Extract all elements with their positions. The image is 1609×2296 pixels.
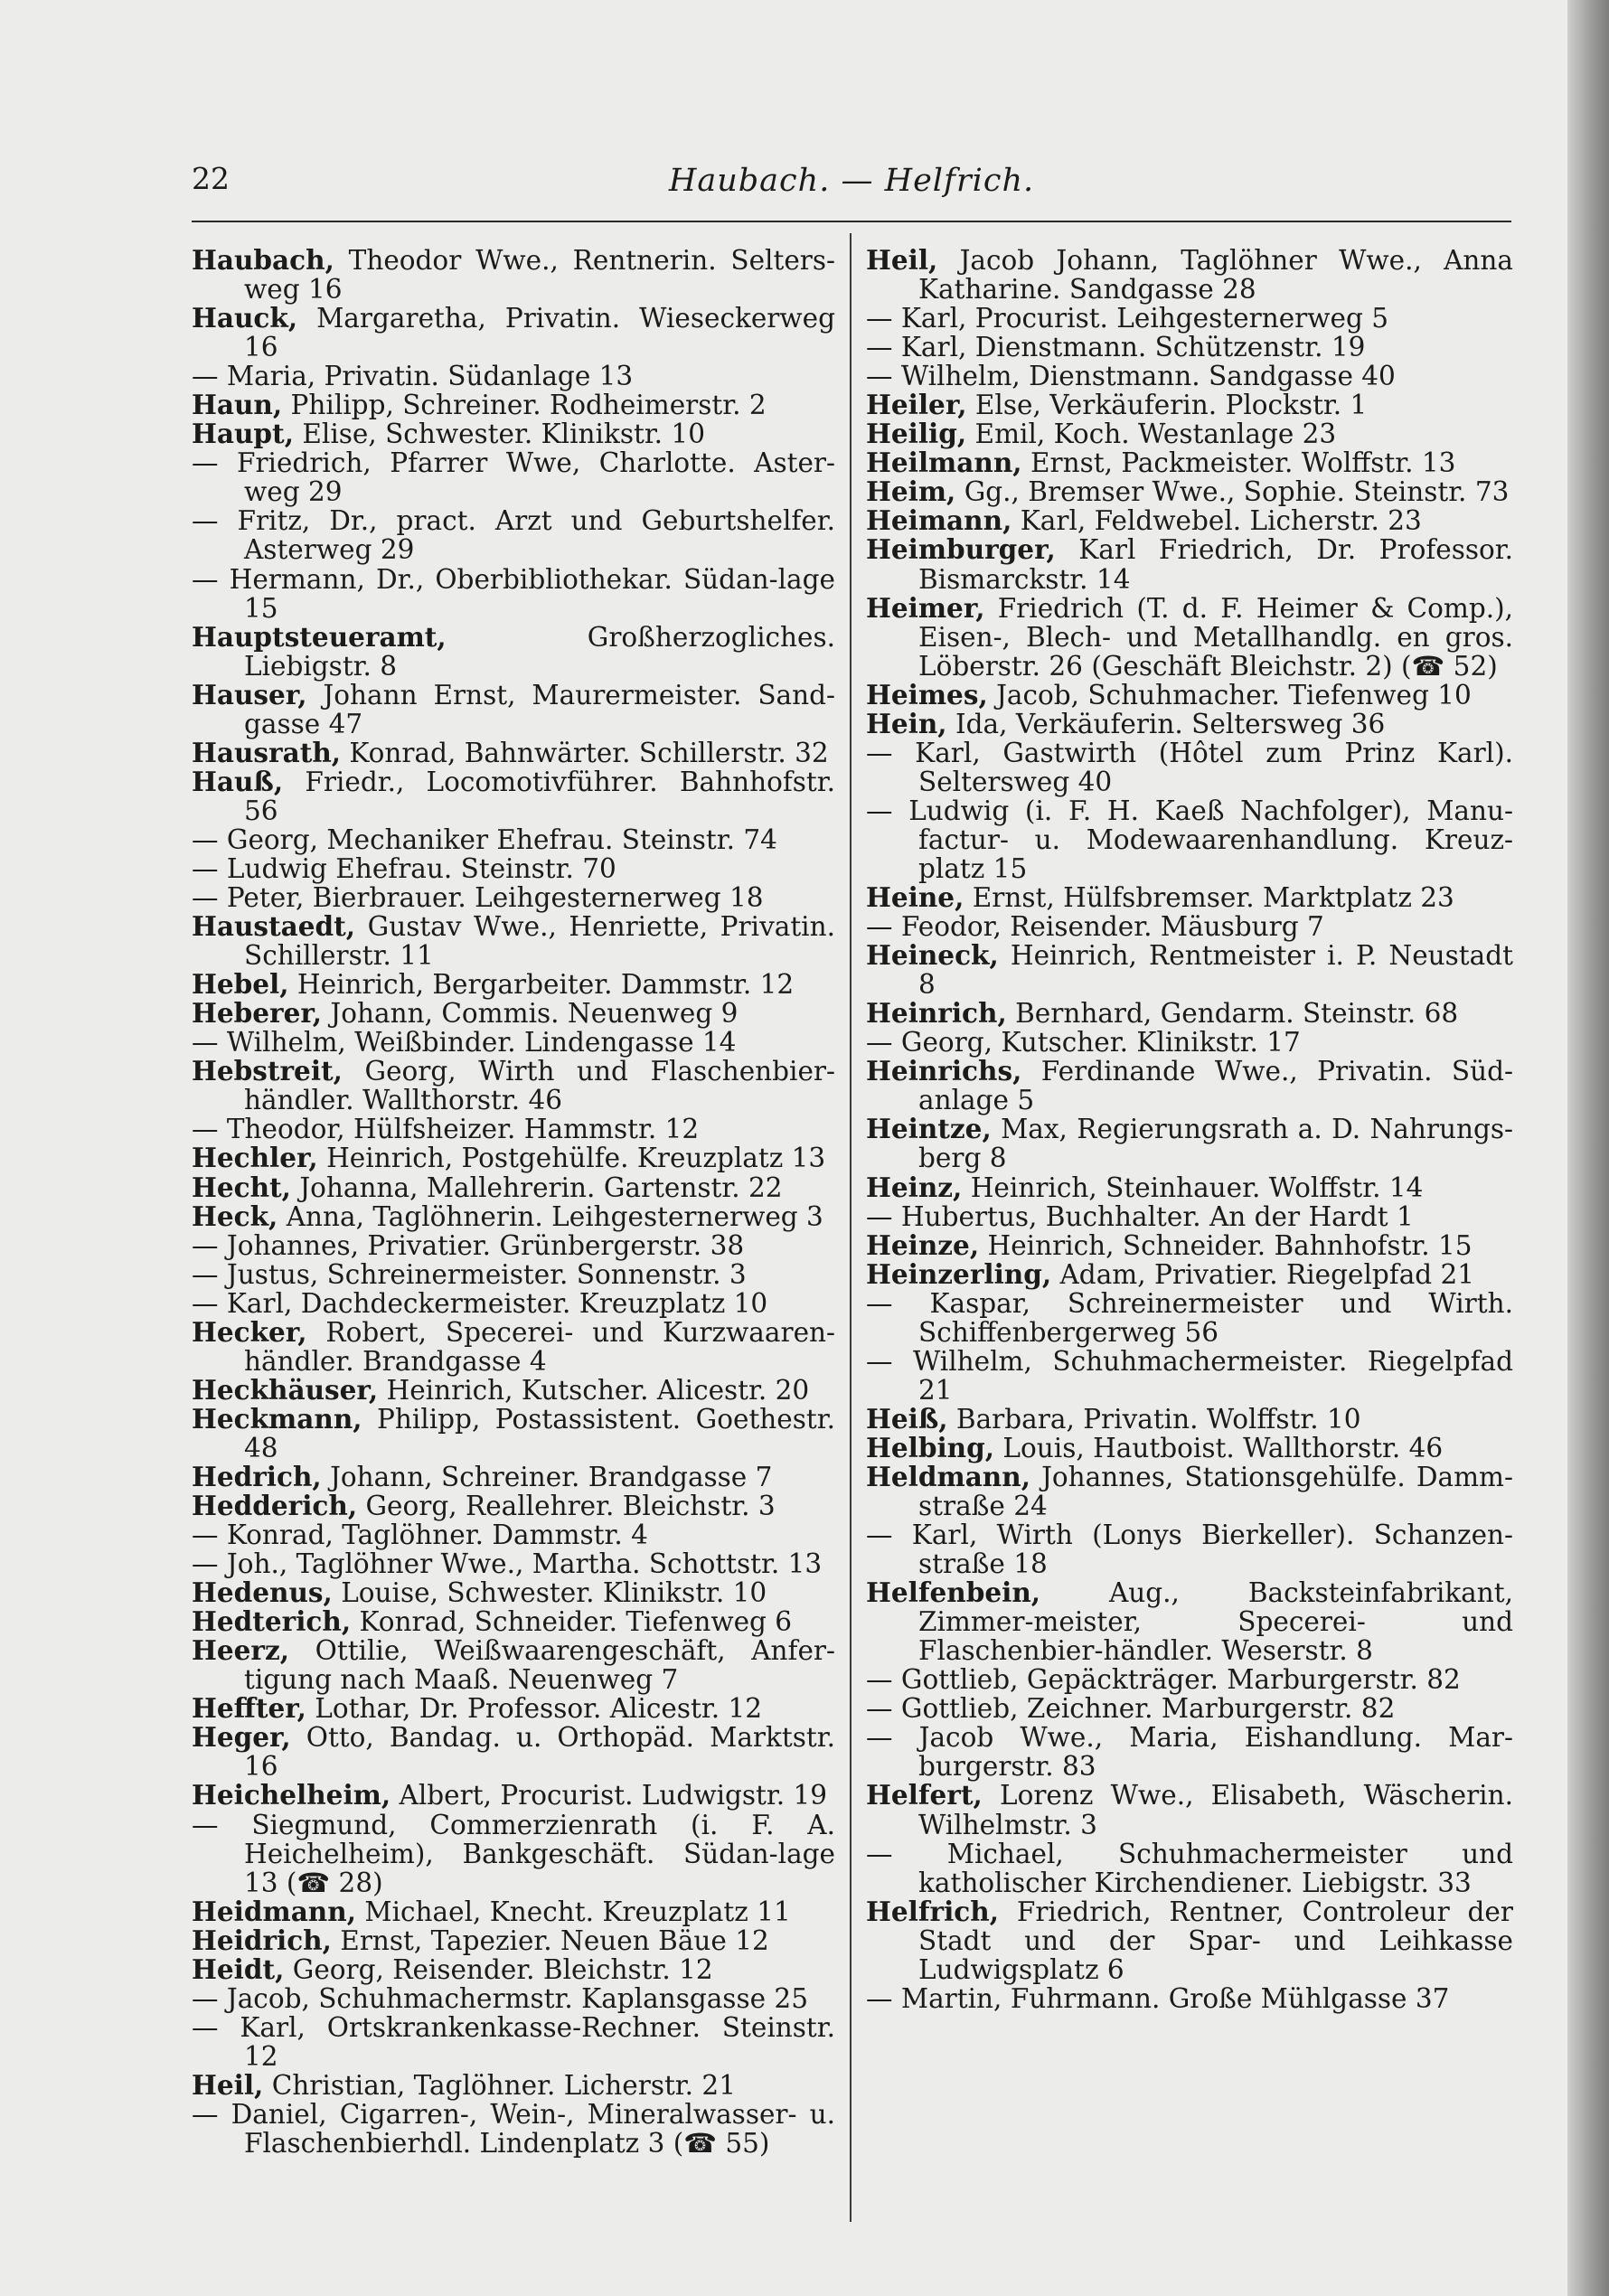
- entry-surname: Heim,: [866, 475, 956, 508]
- entry-surname: Hebstreit,: [192, 1055, 343, 1087]
- directory-entry: [866, 1840, 1513, 1897]
- running-head: Haubach. — Helfrich.: [668, 163, 1035, 199]
- entry-surname: Haun,: [192, 389, 283, 421]
- entry-surname: Heckhäuser,: [192, 1373, 379, 1406]
- entry-details: Johanna, Mallehrerin. Gartenstr. 22: [290, 1172, 783, 1203]
- entry-surname: Hecker,: [192, 1315, 307, 1348]
- directory-entry: [192, 1143, 835, 1172]
- page-header: [192, 161, 1511, 215]
- directory-entry: [866, 883, 1513, 912]
- entry-details: Johann Ernst, Maurermeister. Sand-gasse 47: [244, 679, 835, 739]
- entry-surname: Hauß,: [192, 765, 284, 797]
- directory-entry: [866, 1460, 1513, 1522]
- entry-surname: Heintze,: [866, 1113, 992, 1145]
- entry-details: Christian, Taglöhner. Licherstr. 21: [263, 2069, 736, 2101]
- right-column: [866, 246, 1513, 2013]
- directory-entry: [192, 1491, 835, 1520]
- directory-entry: [192, 1460, 835, 1492]
- directory-entry: [192, 1694, 835, 1723]
- entry-details: — Wilhelm, Weißbinder. Lindengasse 14: [192, 1027, 737, 1059]
- directory-entry: [192, 1636, 835, 1694]
- directory-entry: [192, 391, 835, 419]
- entry-details: Ernst, Packmeister. Wolffstr. 13: [1021, 447, 1456, 479]
- entry-details: Bernhard, Gendarm. Steinstr. 68: [1006, 998, 1459, 1030]
- entry-surname: Hebel,: [192, 968, 289, 1001]
- directory-entry: [192, 1984, 835, 2013]
- entry-surname: Heinze,: [866, 1228, 980, 1261]
- page-edge-shadow: [1567, 0, 1609, 2296]
- directory-entry: [866, 506, 1513, 535]
- entry-details: — Karl, Wirth (Lonys Bierkeller). Schanzen-straße 18: [866, 1520, 1513, 1580]
- entry-details: — Karl, Procurist. Leihgesternerweg 5: [866, 303, 1388, 334]
- entry-surname: Heidmann,: [192, 1895, 356, 1927]
- entry-surname: Heckmann,: [192, 1402, 362, 1435]
- header-rule: [192, 221, 1511, 222]
- directory-entry: [192, 736, 835, 768]
- entry-surname: Haubach,: [192, 244, 334, 276]
- entry-details: — Karl, Dienstmann. Schützenstr. 19: [866, 332, 1366, 363]
- entry-surname: Heimer,: [866, 591, 985, 624]
- entry-details: Karl, Feldwebel. Licherstr. 23: [1012, 505, 1422, 537]
- entry-details: Margaretha, Privatin. Wieseckerweg 16: [244, 303, 835, 363]
- entry-details: — Georg, Kutscher. Klinikstr. 17: [866, 1027, 1301, 1059]
- entry-surname: Helfenbein,: [866, 1576, 1041, 1609]
- directory-entry: [866, 1289, 1513, 1347]
- entry-details: Aug., Backsteinfabrikant, Zimmer-meister, Specerei- und Flaschenbier-händler. Weserstr. 8: [918, 1577, 1513, 1667]
- entry-details: — Justus, Schreinermeister. Sonnenstr. 3: [192, 1258, 747, 1290]
- directory-entry: [866, 1431, 1513, 1463]
- left-column: [192, 246, 835, 2158]
- entry-details: Barbara, Privatin. Wolffstr. 10: [947, 1403, 1361, 1435]
- entry-details: Friedrich, Rentner, Controleur der Stadt und der Spar- und Leihkasse Ludwigsplatz 6: [918, 1896, 1513, 1985]
- entry-surname: Hecht,: [192, 1171, 291, 1203]
- entry-details: Theodor Wwe., Rentnerin. Selters-weg 16: [244, 245, 835, 306]
- directory-entry: [192, 678, 835, 739]
- directory-entry: [192, 1578, 835, 1607]
- entry-details: — Karl, Ortskrankenkasse-Rechner. Steinstr. 12: [192, 2011, 835, 2072]
- entry-surname: Heck,: [192, 1200, 278, 1232]
- directory-entry: [192, 1781, 835, 1810]
- entry-details: — Ludwig (i. F. H. Kaeß Nachfolger), Manu-factur- u. Modewaarenhandlung. Kreuz-platz 15: [866, 795, 1513, 884]
- entry-details: Friedr., Locomotivführer. Bahnhofstr. 56: [244, 766, 835, 826]
- entry-details: — Friedrich, Pfarrer Wwe, Charlotte. Aster-weg 29: [192, 447, 835, 508]
- entry-surname: Hedderich,: [192, 1490, 358, 1522]
- entry-details: — Feodor, Reisender. Mäusburg 7: [866, 911, 1324, 943]
- entry-details: — Fritz, Dr., pract. Arzt und Geburtshelfer. Asterweg 29: [192, 505, 835, 566]
- entry-details: Philipp, Schreiner. Rodheimerstr. 2: [282, 390, 767, 421]
- entry-details: Jacob, Schuhmacher. Tiefenweg 10: [987, 679, 1472, 710]
- directory-entry: [192, 246, 835, 304]
- entry-surname: Heiß,: [866, 1402, 948, 1435]
- entry-surname: Heil,: [866, 244, 938, 276]
- entry-details: Michael, Knecht. Kreuzplatz 11: [355, 1896, 791, 1927]
- entry-surname: Heinrichs,: [866, 1055, 1022, 1087]
- entry-surname: Hedrich,: [192, 1460, 322, 1492]
- directory-entry: [866, 535, 1513, 593]
- entry-details: — Daniel, Cigarren-, Wein-, Mineralwasser- u. Flaschenbierhdl. Lindenplatz 3 (☎ 55): [192, 2099, 835, 2160]
- entry-surname: Haupt,: [192, 418, 294, 450]
- entry-surname: Heineck,: [866, 939, 999, 972]
- directory-entry: [866, 1781, 1513, 1839]
- entry-details: — Ludwig Ehefrau. Steinstr. 70: [192, 852, 616, 884]
- entry-details: — Johannes, Privatier. Grünbergerstr. 38: [192, 1229, 745, 1261]
- entry-details: — Michael, Schuhmachermeister und katholischer Kirchendiener. Liebigstr. 33: [866, 1838, 1513, 1898]
- entry-details: Robert, Specerei- und Kurzwaaren-händler. Brandgasse 4: [244, 1316, 835, 1377]
- entry-details: — Maria, Privatin. Südanlage 13: [192, 361, 634, 392]
- directory-entry: [192, 1260, 835, 1289]
- entry-details: Max, Regierungsrath a. D. Nahrungs-berg 8: [918, 1114, 1513, 1174]
- directory-entry: [866, 1984, 1513, 2013]
- entry-details: Ernst, Tapezier. Neuen Bäue 12: [331, 1924, 769, 1956]
- directory-entry: [866, 1173, 1513, 1202]
- directory-entry: [192, 767, 835, 825]
- directory-entry: [192, 1289, 835, 1318]
- directory-entry: [866, 678, 1513, 710]
- directory-entry: [866, 1202, 1513, 1231]
- entry-details: Gustav Wwe., Henriette, Privatin. Schillerstr. 11: [244, 911, 835, 972]
- directory-entry: [192, 1028, 835, 1057]
- entry-details: — Hubertus, Buchhalter. An der Hardt 1: [866, 1200, 1414, 1232]
- entry-details: — Gottlieb, Zeichner. Marburgerstr. 82: [866, 1693, 1396, 1725]
- entry-surname: Heimburger,: [866, 533, 1056, 566]
- entry-surname: Heimes,: [866, 678, 988, 710]
- entry-details: Louis, Hautboist. Wallthorstr. 46: [994, 1432, 1444, 1463]
- directory-entry: [192, 825, 835, 854]
- directory-entry: [866, 1057, 1513, 1115]
- entry-surname: Heinzerling,: [866, 1257, 1052, 1290]
- entry-details: Anna, Taglöhnerin. Leihgesternerweg 3: [278, 1200, 823, 1232]
- entry-details: — Siegmund, Commerzienrath (i. F. A. Heichelheim), Bankgeschäft. Südan-lage 13 (☎ 28): [192, 1809, 835, 1898]
- entry-details: Ferdinande Wwe., Privatin. Süd-anlage 5: [918, 1056, 1513, 1116]
- entry-surname: Hauck,: [192, 302, 298, 334]
- directory-entry: [866, 1723, 1513, 1781]
- entry-details: Großherzogliches. Liebigstr. 8: [244, 621, 835, 682]
- entry-details: Johann, Commis. Neuenweg 9: [322, 998, 739, 1030]
- directory-entry: [866, 1115, 1513, 1172]
- directory-entry: [866, 246, 1513, 304]
- entry-details: Emil, Koch. Westanlage 23: [966, 419, 1337, 450]
- directory-entry: [192, 448, 835, 506]
- directory-entry: [192, 999, 835, 1028]
- directory-entry: [192, 1955, 835, 1984]
- directory-entry: [192, 304, 835, 362]
- directory-entry: [192, 1202, 835, 1231]
- entry-details: Else, Verkäuferin. Plockstr. 1: [966, 390, 1368, 421]
- entry-details: — Wilhelm, Dienstmann. Sandgasse 40: [866, 361, 1396, 392]
- directory-entry: [192, 854, 835, 883]
- directory-entry: [192, 2068, 835, 2101]
- entry-surname: Heffter,: [192, 1692, 306, 1725]
- entry-surname: Heine,: [866, 881, 964, 914]
- directory-entry: [192, 1231, 835, 1260]
- entry-details: — Wilhelm, Schuhmachermeister. Riegelpfad 21: [866, 1345, 1513, 1406]
- directory-entry: [866, 391, 1513, 419]
- directory-entry: [866, 333, 1513, 362]
- directory-entry: [866, 362, 1513, 391]
- entry-surname: Heberer,: [192, 997, 323, 1030]
- entry-details: — Karl, Gastwirth (Hôtel zum Prinz Karl). Seltersweg 40: [866, 737, 1513, 797]
- entry-details: Gg., Bremser Wwe., Sophie. Steinstr. 73: [955, 476, 1510, 508]
- entry-details: Georg, Reallehrer. Bleichstr. 3: [357, 1491, 776, 1522]
- entry-surname: Heger,: [192, 1721, 291, 1754]
- entry-details: Johann, Schreiner. Brandgasse 7: [321, 1461, 773, 1492]
- directory-entry: [866, 1028, 1513, 1057]
- entry-details: Konrad, Bahnwärter. Schillerstr. 32: [341, 737, 829, 768]
- entry-surname: Heidt,: [192, 1953, 285, 1985]
- entry-details: Ernst, Hülfsbremser. Marktplatz 23: [964, 882, 1454, 914]
- entry-surname: Heidrich,: [192, 1924, 332, 1956]
- directory-entry: [866, 1694, 1513, 1723]
- entry-surname: Helfrich,: [866, 1895, 999, 1927]
- directory-entry: [866, 1578, 1513, 1665]
- entry-details: — Jacob Wwe., Maria, Eishandlung. Mar-burgerstr. 83: [866, 1722, 1513, 1783]
- directory-entry: [192, 1520, 835, 1549]
- directory-entry: [866, 739, 1513, 796]
- entry-surname: Helfert,: [866, 1779, 983, 1811]
- entry-surname: Hedenus,: [192, 1576, 333, 1609]
- entry-details: — Karl, Dachdeckermeister. Kreuzplatz 10: [192, 1287, 768, 1319]
- directory-entry: [192, 1723, 835, 1781]
- directory-entry: [866, 1228, 1513, 1261]
- directory-entry: [866, 591, 1513, 682]
- entry-surname: Helbing,: [866, 1431, 995, 1463]
- directory-entry: [192, 2013, 835, 2071]
- directory-entry: [192, 1373, 835, 1406]
- entry-details: Jacob Johann, Taglöhner Wwe., Anna Katharine. Sandgasse 28: [918, 245, 1513, 306]
- directory-entry: [866, 419, 1513, 448]
- entry-details: Konrad, Schneider. Tiefenweg 6: [351, 1606, 793, 1638]
- entry-details: Georg, Reisender. Bleichstr. 12: [284, 1953, 713, 1985]
- directory-entry: [866, 477, 1513, 506]
- directory-entry: [866, 1402, 1513, 1435]
- entry-details: Philipp, Postassistent. Goethestr. 48: [244, 1403, 835, 1463]
- page-number: 22: [192, 161, 230, 196]
- entry-details: Louise, Schwester. Klinikstr. 10: [332, 1577, 767, 1609]
- directory-entry: [866, 1257, 1513, 1290]
- directory-entry: [866, 1897, 1513, 1984]
- entry-details: — Joh., Taglöhner Wwe., Martha. Schottstr. 13: [192, 1548, 823, 1580]
- entry-details: Heinrich, Postgehülfe. Kreuzplatz 13: [317, 1143, 826, 1174]
- entry-surname: Heil,: [192, 2068, 264, 2101]
- directory-entry: [192, 565, 835, 623]
- directory-entry: [866, 707, 1513, 739]
- directory-entry: [192, 506, 835, 564]
- directory-entry: [866, 1665, 1513, 1694]
- directory-entry: [192, 2100, 835, 2158]
- entry-surname: Hedterich,: [192, 1605, 352, 1638]
- entry-surname: Heilig,: [866, 418, 967, 450]
- entry-details: — Theodor, Hülfsheizer. Hammstr. 12: [192, 1114, 700, 1145]
- column-divider: [850, 233, 852, 2222]
- entry-details: — Jacob, Schuhmachermstr. Kaplansgasse 25: [192, 1982, 808, 2014]
- entry-surname: Heinrich,: [866, 997, 1007, 1030]
- entry-surname: Heiler,: [866, 389, 967, 421]
- directory-entry: [192, 419, 835, 448]
- entry-details: Heinrich, Rentmeister i. P. Neustadt 8: [918, 940, 1513, 1001]
- entry-details: — Georg, Mechaniker Ehefrau. Steinstr. 74: [192, 823, 777, 855]
- entry-details: — Gottlieb, Gepäckträger. Marburgerstr. 82: [866, 1664, 1461, 1696]
- directory-entry: [866, 304, 1513, 333]
- directory-entry: [866, 1347, 1513, 1405]
- entry-details: Ida, Verkäuferin. Seltersweg 36: [946, 708, 1386, 739]
- entry-details: Heinrich, Bergarbeiter. Dammstr. 12: [288, 969, 795, 1001]
- directory-entry: [192, 883, 835, 912]
- directory-entry: [192, 620, 835, 682]
- entry-details: Heinrich, Steinhauer. Wolffstr. 14: [962, 1172, 1424, 1203]
- entry-surname: Heichelheim,: [192, 1779, 391, 1811]
- entry-surname: Heldmann,: [866, 1460, 1030, 1492]
- directory-entry: [866, 796, 1513, 883]
- directory-entry: [866, 912, 1513, 941]
- directory-entry: [192, 1607, 835, 1636]
- entry-surname: Hein,: [866, 707, 947, 739]
- entry-details: — Konrad, Taglöhner. Dammstr. 4: [192, 1520, 648, 1551]
- entry-details: Lorenz Wwe., Elisabeth, Wäscherin. Wilhelmstr. 3: [918, 1780, 1513, 1840]
- directory-entry: [192, 970, 835, 999]
- entry-surname: Heerz,: [192, 1634, 289, 1667]
- entry-details: Lothar, Dr. Professor. Alicestr. 12: [306, 1693, 763, 1725]
- directory-entry: [192, 1115, 835, 1143]
- directory-entry: [192, 1549, 835, 1578]
- directory-entry: [192, 1315, 835, 1377]
- entry-surname: Hausrath,: [192, 736, 342, 768]
- entry-details: Heinrich, Schneider. Bahnhofstr. 15: [979, 1229, 1473, 1261]
- entry-details: Adam, Privatier. Riegelpfad 21: [1051, 1258, 1475, 1290]
- entry-details: — Kaspar, Schreinermeister und Wirth. Schiffenbergerweg 56: [866, 1287, 1513, 1348]
- directory-entry: [192, 1897, 835, 1926]
- entry-surname: Heinz,: [866, 1171, 963, 1203]
- entry-details: Karl Friedrich, Dr. Professor. Bismarckstr. 14: [918, 534, 1513, 595]
- entry-details: — Hermann, Dr., Oberbibliothekar. Südan-lage 15: [192, 563, 835, 624]
- entry-surname: Hauser,: [192, 678, 307, 710]
- entry-surname: Heilmann,: [866, 447, 1022, 479]
- entry-surname: Hechler,: [192, 1142, 318, 1174]
- entry-details: — Martin, Fuhrmann. Große Mühlgasse 37: [866, 1982, 1450, 2014]
- entry-details: Ottilie, Weißwaarengeschäft, Anfer-tigung nach Maaß. Neuenweg 7: [244, 1635, 835, 1696]
- directory-entry: [192, 362, 835, 391]
- entry-details: Elise, Schwester. Klinikstr. 10: [293, 419, 705, 450]
- entry-details: — Peter, Bierbrauer. Leihgesternerweg 18: [192, 882, 764, 914]
- entry-details: Friedrich (T. d. F. Heimer & Comp.), Eisen-, Blech- und Metallhandlg. en gros. Löberstr. 26 (Geschäft Bleichstr. 2) (☎ 52): [918, 592, 1513, 682]
- directory-entry: [192, 1057, 835, 1115]
- directory-entry: [192, 1173, 835, 1202]
- directory-entry: [192, 1402, 835, 1463]
- directory-entry: [866, 1520, 1513, 1578]
- entry-surname: Haustaedt,: [192, 910, 356, 943]
- directory-entry: [866, 448, 1513, 477]
- entry-details: Georg, Wirth und Flaschenbier-händler. Wallthorstr. 46: [244, 1056, 835, 1116]
- directory-entry: [866, 999, 1513, 1028]
- directory-entry: [866, 941, 1513, 999]
- directory-entry: [192, 1926, 835, 1955]
- entry-details: Albert, Procurist. Ludwigstr. 19: [390, 1780, 828, 1811]
- directory-entry: [192, 912, 835, 970]
- entry-surname: Heimann,: [866, 504, 1012, 537]
- entry-details: Heinrich, Kutscher. Alicestr. 20: [378, 1374, 810, 1406]
- entry-details: Johannes, Stationsgehülfe. Damm-straße 24: [918, 1461, 1513, 1522]
- entry-details: Otto, Bandag. u. Orthopäd. Marktstr. 16: [244, 1722, 835, 1783]
- entry-surname: Hauptsteueramt,: [192, 620, 447, 653]
- directory-entry: [192, 1811, 835, 1897]
